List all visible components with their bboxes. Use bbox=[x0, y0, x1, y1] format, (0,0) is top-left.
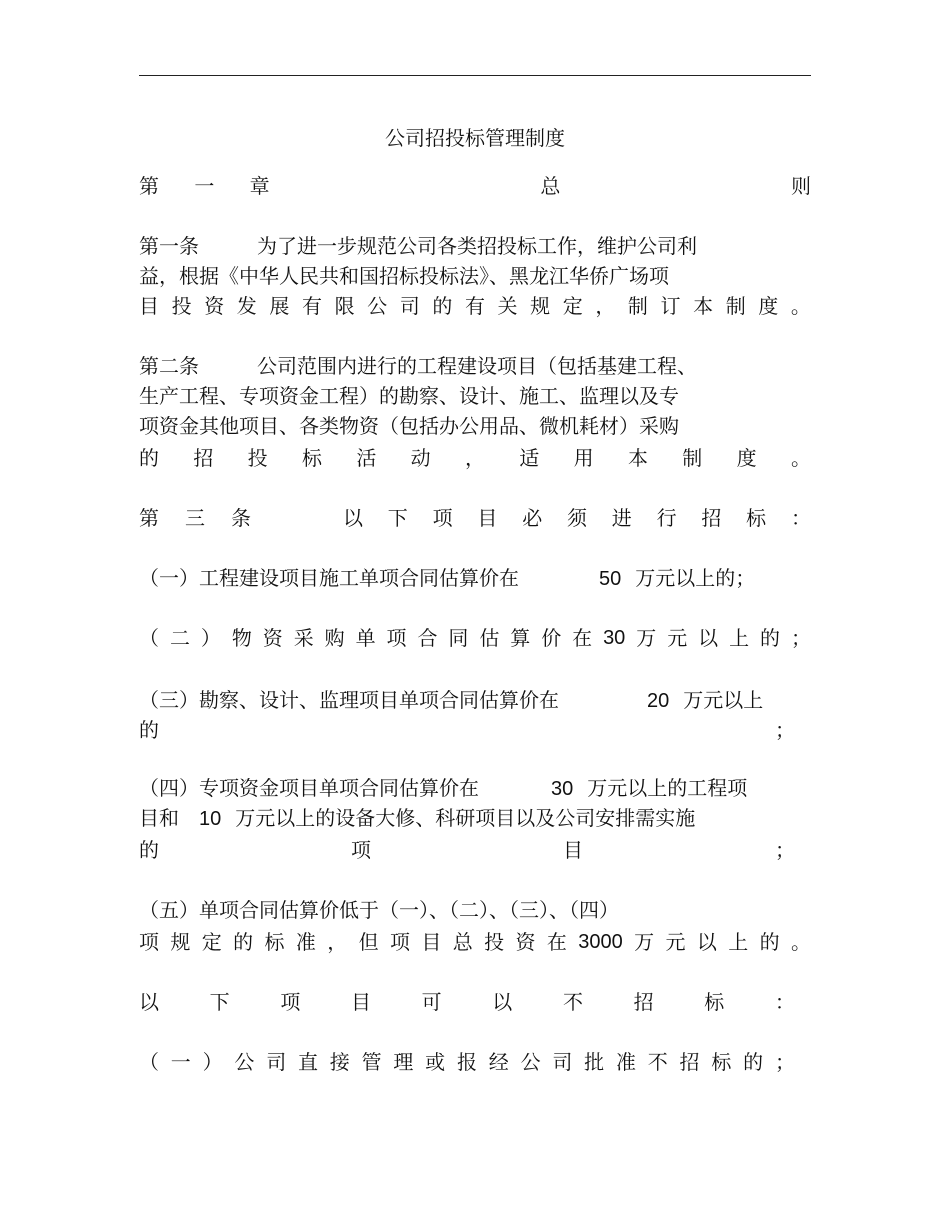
char: ： bbox=[790, 506, 811, 530]
char: 批 bbox=[584, 1050, 605, 1074]
char: ： bbox=[774, 990, 795, 1014]
char: 上 bbox=[729, 626, 750, 650]
char: 公 bbox=[234, 1050, 255, 1074]
char: 订 bbox=[660, 294, 681, 318]
char: 一 bbox=[170, 1050, 191, 1074]
char: 标 bbox=[746, 506, 767, 530]
char: 须 bbox=[566, 506, 587, 530]
char: 单 bbox=[355, 626, 376, 650]
item1-line bbox=[139, 563, 811, 593]
chapter-part: 则 bbox=[790, 174, 811, 198]
char: 度 bbox=[736, 446, 757, 470]
char: 进 bbox=[611, 506, 632, 530]
item-amount: 30 bbox=[603, 627, 626, 649]
chapter-part: 章 bbox=[249, 174, 270, 198]
article3-heading bbox=[139, 503, 811, 533]
char: 目 bbox=[477, 506, 498, 530]
item-text: 万元以上的设备大修、科研项目以及公司安排需实施 bbox=[235, 806, 696, 830]
char: 投 bbox=[247, 446, 268, 470]
char: 规 bbox=[530, 294, 551, 318]
char: 关 bbox=[497, 294, 518, 318]
char: 但 bbox=[358, 930, 379, 954]
article2-line4 bbox=[139, 443, 811, 473]
char: 采 bbox=[293, 626, 314, 650]
item-text: （四）专项资金项目单项合同估算价在 bbox=[139, 776, 479, 800]
char: 制 bbox=[682, 446, 703, 470]
char: 元 bbox=[667, 626, 688, 650]
char: 经 bbox=[488, 1050, 509, 1074]
char: 或 bbox=[425, 1050, 446, 1074]
article-label: 第一条 bbox=[139, 234, 199, 258]
char: 项 bbox=[432, 506, 453, 530]
char: 。 bbox=[790, 294, 811, 318]
char: 。 bbox=[790, 446, 811, 470]
item-text: 目和 bbox=[139, 806, 179, 830]
char: 以 bbox=[492, 990, 513, 1014]
item-amount: 3000 bbox=[578, 931, 623, 953]
char: 公 bbox=[520, 1050, 541, 1074]
char: 估 bbox=[479, 626, 500, 650]
char: 适 bbox=[519, 446, 540, 470]
char: ） bbox=[200, 626, 221, 650]
char: 条 bbox=[231, 506, 251, 530]
char: （ bbox=[139, 1050, 159, 1074]
char: 招 bbox=[633, 990, 654, 1014]
chapter-part: 第 bbox=[139, 174, 159, 198]
char: 第 bbox=[139, 506, 159, 530]
char: 司 bbox=[552, 1050, 573, 1074]
char: 标 bbox=[301, 446, 322, 470]
char: 管 bbox=[361, 1050, 382, 1074]
char: 同 bbox=[448, 626, 469, 650]
char: 。 bbox=[791, 930, 811, 954]
char: 报 bbox=[456, 1050, 477, 1074]
exempt-heading bbox=[139, 987, 795, 1017]
char: 在 bbox=[572, 626, 593, 650]
char: 物 bbox=[231, 626, 252, 650]
item3-line2 bbox=[139, 715, 795, 745]
article2-line1 bbox=[139, 351, 811, 381]
char: 准 bbox=[295, 930, 316, 954]
char: 司 bbox=[399, 294, 420, 318]
chapter-part: 总 bbox=[540, 174, 561, 198]
item-text: （三）勘察、设计、监理项目单项合同估算价在 bbox=[139, 688, 559, 712]
item4-line2 bbox=[139, 803, 811, 833]
char: 不 bbox=[562, 990, 583, 1014]
char: 价 bbox=[541, 626, 562, 650]
char: 目 bbox=[563, 838, 583, 862]
article2-line2: 生产工程、专项资金工程）的勘察、设计、施工、监理以及专 bbox=[139, 384, 679, 408]
char: 上 bbox=[728, 930, 749, 954]
char: 定 bbox=[562, 294, 583, 318]
article1-line1 bbox=[139, 231, 811, 261]
char: 万 bbox=[636, 626, 657, 650]
item-text: 万元以上 bbox=[683, 688, 764, 712]
char: 的 bbox=[760, 626, 780, 650]
char: （ bbox=[139, 626, 159, 650]
char: 定 bbox=[201, 930, 222, 954]
item3-line1 bbox=[139, 685, 811, 715]
char: 元 bbox=[665, 930, 686, 954]
char: 的 bbox=[432, 294, 453, 318]
item5-line1: （五）单项合同估算价低于（一）、（二）、（三）、（四） bbox=[139, 898, 619, 922]
item2-line bbox=[139, 623, 811, 653]
char: 的 bbox=[139, 718, 159, 742]
chapter-heading bbox=[139, 171, 811, 201]
char: 的 bbox=[759, 930, 780, 954]
char: 理 bbox=[393, 1050, 414, 1074]
chapter-part: 一 bbox=[194, 174, 215, 198]
char: 度 bbox=[758, 294, 779, 318]
article-label: 第二条 bbox=[139, 354, 199, 378]
char: 规 bbox=[170, 930, 191, 954]
char: 标 bbox=[711, 1050, 732, 1074]
char: 在 bbox=[546, 930, 567, 954]
char: 必 bbox=[522, 506, 543, 530]
char: 资 bbox=[204, 294, 225, 318]
char: 目 bbox=[350, 990, 371, 1014]
char: 项 bbox=[386, 626, 407, 650]
char: 招 bbox=[193, 446, 214, 470]
item-amount: 20 bbox=[647, 690, 670, 712]
char: ； bbox=[775, 718, 795, 742]
char: 发 bbox=[236, 294, 257, 318]
char: 有 bbox=[301, 294, 322, 318]
char: 二 bbox=[169, 626, 190, 650]
char: 行 bbox=[656, 506, 677, 530]
header-rule bbox=[139, 75, 811, 76]
char: 总 bbox=[452, 930, 473, 954]
article1-line3 bbox=[139, 291, 811, 321]
char: 以 bbox=[698, 626, 719, 650]
char: 制 bbox=[725, 294, 746, 318]
item-text: 万元以上的工程项 bbox=[587, 776, 748, 800]
char: 不 bbox=[647, 1050, 668, 1074]
char: 以 bbox=[696, 930, 717, 954]
char: 的 bbox=[139, 446, 159, 470]
char: ， bbox=[327, 930, 348, 954]
char: 下 bbox=[209, 990, 230, 1014]
char: 资 bbox=[262, 626, 283, 650]
char: ； bbox=[775, 838, 795, 862]
char: 算 bbox=[510, 626, 531, 650]
document-title: 公司招投标管理制度 bbox=[385, 126, 565, 150]
char: ， bbox=[595, 294, 616, 318]
char: ， bbox=[464, 446, 485, 470]
item-amount: 30 bbox=[551, 778, 574, 800]
item-amount: 10 bbox=[199, 808, 222, 830]
char: 用 bbox=[573, 446, 594, 470]
article-text: 为了进一步规范公司各类招投标工作，维护公司利 bbox=[257, 234, 697, 258]
article2-line3: 项资金其他项目、各类物资（包括办公用品、微机耗材）采购 bbox=[139, 414, 679, 438]
item-text: 万元以上的； bbox=[635, 566, 756, 590]
char: 公 bbox=[367, 294, 388, 318]
char: 资 bbox=[515, 930, 536, 954]
char: 项 bbox=[139, 930, 159, 954]
char: 以 bbox=[343, 506, 363, 530]
article1-line2: 益，根据《中华人民共和国招标投标法》、黑龙江华侨广场项 bbox=[139, 264, 669, 288]
exempt1-line bbox=[139, 1047, 795, 1077]
char: 项 bbox=[351, 838, 371, 862]
char: 以 bbox=[139, 990, 159, 1014]
char: 本 bbox=[627, 446, 648, 470]
char: ； bbox=[774, 1050, 795, 1074]
char: 的 bbox=[743, 1050, 764, 1074]
char: 万 bbox=[634, 930, 655, 954]
char: 目 bbox=[421, 930, 442, 954]
char: 投 bbox=[171, 294, 192, 318]
item4-line1 bbox=[139, 773, 811, 803]
char: 购 bbox=[324, 626, 345, 650]
item-text: （一）工程建设项目施工单项合同估算价在 bbox=[139, 566, 519, 590]
char: 三 bbox=[185, 506, 205, 530]
char: 标 bbox=[704, 990, 725, 1014]
char: 制 bbox=[627, 294, 648, 318]
char: 直 bbox=[297, 1050, 318, 1074]
char: 下 bbox=[387, 506, 408, 530]
item5-line2 bbox=[139, 927, 811, 957]
char: ） bbox=[202, 1050, 223, 1074]
char: 标 bbox=[264, 930, 285, 954]
char: 司 bbox=[266, 1050, 287, 1074]
char: 投 bbox=[484, 930, 505, 954]
char: 展 bbox=[269, 294, 290, 318]
char: 动 bbox=[410, 446, 431, 470]
char: 目 bbox=[139, 294, 159, 318]
char: 准 bbox=[615, 1050, 636, 1074]
char: 本 bbox=[693, 294, 714, 318]
item4-line3 bbox=[139, 835, 795, 865]
char: 招 bbox=[679, 1050, 700, 1074]
char: 限 bbox=[334, 294, 355, 318]
char: 有 bbox=[464, 294, 485, 318]
char: 合 bbox=[417, 626, 438, 650]
char: 的 bbox=[233, 930, 254, 954]
char: 招 bbox=[701, 506, 722, 530]
item-amount: 50 bbox=[599, 568, 622, 590]
article-text: 公司范围内进行的工程建设项目（包括基建工程、 bbox=[257, 354, 697, 378]
char: 可 bbox=[421, 990, 442, 1014]
char: ； bbox=[790, 626, 811, 650]
char: 项 bbox=[280, 990, 301, 1014]
char: 的 bbox=[139, 838, 159, 862]
char: 接 bbox=[329, 1050, 350, 1074]
char: 项 bbox=[390, 930, 410, 954]
char: 活 bbox=[356, 446, 377, 470]
